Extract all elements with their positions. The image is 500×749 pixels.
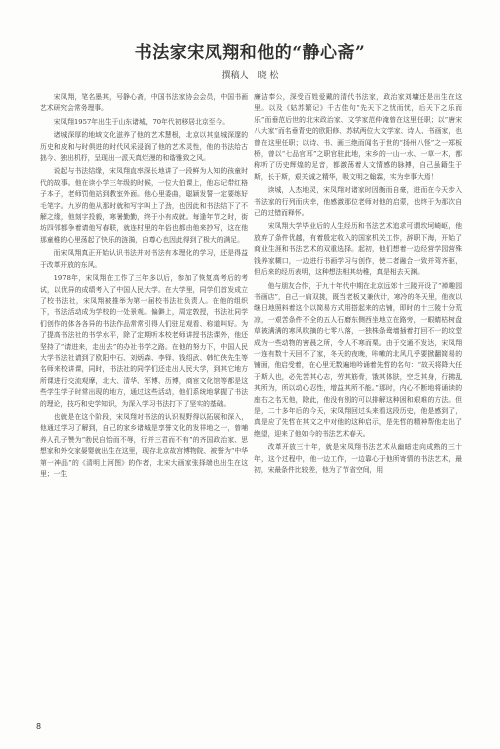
paragraph: 1978年，宋凤翔在工作了三年多以后，参加了恢复高考后的考试，以优异的成绩考入了中国人民大学。在大学里，同学们首发成立了校书法社，宋凤翔被推举为第一届校书法社负责人。在他的组织下，书法活动成为学校的一处景观。偏僻上，周定敦授，书法社同学们创作的体各各异的书法作品常常引得人们驻足观看、称道叫好。为了提高书法社的书学水平，除了定期听本校老师讲授书法课外，他还坚持了“请进来，走出去”的办社书学之路。在他的努力下，中国人民大学书法社请到了欧阳中石、刘炳森、李铎、钱绍武、韩忙侠先生等名师来校讲课，同时，书法社的同学们还走出人民大学，到其它地方所课进行交流观摩，北大、清华、军博、历博，商宦文化馆等都是这些学生学子时常出现的地方，通过这些活动，他们系统地掌握了书法的理论，技巧和史学知识，为深入学习书法打下了坚实的基础。 — [40, 274, 248, 408]
paragraph: 宋凤翔，笔名墨其，号静心斋，中国书法家协会会员，中国书画艺术研究会常务理事。 — [40, 93, 248, 113]
article-byline: 撰稿人 晓 松 — [221, 71, 279, 81]
paragraph: 宋凤翔1957年出生于山东诸城，70年代初移居北京至今。 — [53, 117, 230, 126]
paragraph: 读城，人杰地灵，宋凤翔对诸家时因衡而自豪，进而在今天步入书法家的行列而庆幸，他感激那位老师对他的启蒙，也终于为那次自己的过错而释怀。 — [254, 186, 462, 218]
right-text-column — [254, 92, 462, 690]
paragraph: 改革开放三十年，就是宋凤翔书法艺术从幽暗走向成熟的三十年，这个过程中，他一边工作，一边靠心于他所寄情的书法艺术，最初，宋最条件比较差，他为了节省空间，用 — [254, 443, 462, 474]
paragraph: 廉洁奉公，深受百姓爱戴的清代书法家，政治家刘墉还是出生在这里。以及《姑苏繁记》千古佳句“先天下之忧而忧，后天下之乐而乐”而垂范后世的北宋政治家、文学家范仲淹曾在这里任职；以“唐宋八大家”而名垂青史的欧阳修、苏轼两位大文学家、诗人、书画家，也曾在这里任职；以诗、书、画三绝而闻名于世的“扬州八怪”之一郑板桥，曾以“七品官耳”之职官驻此地，宋乡的一山一水、一草一木，都称听了历史辉煌的足音，都激荡着人文情感的脉搏，自己虽籍生于斯，长于斯，艰关诚之精华，吸文明之翰霖，实为幸事大焉！ — [254, 93, 462, 181]
paragraph: 也就是在这个阶段，宋凤翔对书法的认识视野得以拓展和深入，他通过学习了解到，自己的家乡诸城是享誉文化的发祥地之一，曾哺养人孔子赞为“勃民自怡而不辱，行并三君而不有”的齐国政治家、思想家和外交家晏婴就出生在这里，现存北京故宫博物院、被誉为“中华第一神品”的《清明上河图》的作者，北宋大画家张择端也出生在这里；一生 — [40, 412, 248, 478]
paragraph: 而宋凤翔真正开始认识书法并对书法有本理化的学习，还是得益于改革开放的东风。 — [40, 249, 248, 269]
left-text-column — [40, 92, 248, 690]
paragraph: 说起与书法结缘，宋凤翔直率深长地讲了一段鲜为人知的孩童时代的故事。他在读小学三年级的时候，一位大伯课上，他忘记带红格子本子，老师罚他站到教室外面。他心里委曲，聪颖发誓一定要练好毛笔字。九岁的他从那时就和写字叫上了劲，也因此和书法结下了不解之缘，他刻字投毅，寒暑勤勤，终于小有成就。每逢年节之时，街坊四邻都争着请他写春联，就连村里的年俗也都由他来抄写，这在他那童稚的心里荡起了快乐的涟漪，自尊心也因此得到了极大的满足。 — [40, 167, 248, 244]
article-title: 书法家宋凤翔和他的“静心斋” — [134, 43, 366, 63]
page-number: 8 — [36, 722, 42, 731]
paragraph: 宋凤翔大学毕业后的人生经历和书法艺术追求可谓坎坷崎岖，他放弃了条件优越，有着殷定收入的国家机关工作，辞职下海，开始了商业生涯和书法艺术的双重选择。起初，他们想着一边经营学园营殊钱养家糊口，一边进行书画学习与创作，使二者融合一致并驾齐驱，但后来的经历表明，这种想法相其幼稚，真是相去天渊。 — [254, 222, 462, 277]
paragraph: 诸城深厚的地域文化滋养了他的艺术慧根，北京以其皇城深邃的历史和皮和与时俱进的时代风采浸润了他的艺术灵性，他的书法给古拙今、独出机杼，呈现出一派天真烂漫的和谐雅致之风。 — [40, 131, 248, 163]
paragraph: 他与朋友合作，于九十年代中期在北京远郊十三陵开设了“禅趣园书画店”，自己一肩双挑，既当老板又兼伙计，寒冷的冬天里，他夜以继日地照料着这个以简易方式用搭起来的店铺，即时的十三陵十分荒凉，一艰苦条件不全的五人石磨东侧西坐地立在路旁，一眼睛枯树盘草被满满的寒风吹摘的七零八落，一独株条鸯墙插着打回不一的坟堂成为一些动物的害晨之所，令人不寒而栗。由于交通不发达，宋凤翔一连有数十天回不了家，冬天的夜晚，咔嗽的北风几乎要掀翻简易的铺面，他启受着，在心里无数遍地吟诵着先哲的名句：“故天将降大任于斯人也，必先苦其心志，劳其筋骨，饿其体肤，空乏其身，行拂乱其所为，所以动心忍性，增益其所不能。”那时，内心不断地将诵读的座右之名无他，除此，他没有别的可以排解这种困和艰难的方法。但是，二十多年后的今天，宋凤翔回过头来看这段历史，他是感到了，真是应了先哲在其文之中对他的这种启示，是先哲的精神帮他走出了绝望，迎来了他如今的书法艺术春天。 — [254, 281, 462, 438]
